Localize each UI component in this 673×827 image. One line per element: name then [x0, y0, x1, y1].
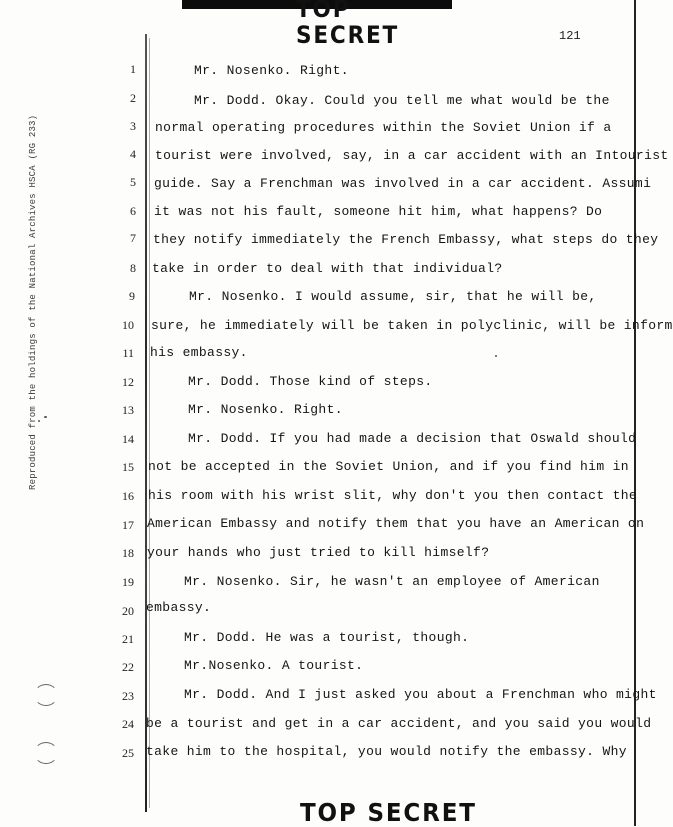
punch-hole-mark [34, 742, 58, 764]
scan-speck [44, 416, 47, 418]
line-number: 6 [130, 204, 136, 218]
transcript-line: it was not his fault, someone hit him, what happens? Do [154, 204, 603, 219]
line-number: 25 [122, 746, 134, 760]
line-number: 1 [130, 62, 136, 76]
line-number: 21 [122, 632, 134, 646]
line-number: 8 [130, 261, 136, 275]
line-number: 20 [122, 604, 134, 618]
line-number: 17 [122, 518, 134, 532]
line-number: 22 [122, 660, 134, 674]
transcript-line: Mr. Dodd. Those kind of steps. [188, 374, 433, 389]
line-number: 5 [130, 175, 136, 189]
transcript-line: not be accepted in the Soviet Union, and if you find him in [148, 459, 629, 474]
scan-speck [495, 355, 497, 357]
transcript-line: Mr. Nosenko. Right. [194, 63, 349, 78]
transcript-line: they notify immediately the French Embassy, what steps do they [153, 232, 659, 247]
page-number: 121 [559, 29, 581, 43]
transcript-line: normal operating procedures within the Soviet Union if a [155, 120, 612, 135]
transcript-line: Mr. Dodd. Okay. Could you tell me what would be the [194, 93, 610, 108]
transcript-line: take in order to deal with that individual? [152, 261, 503, 276]
line-number: 14 [122, 432, 134, 446]
line-number: 11 [122, 346, 134, 360]
margin-rule-inner [149, 38, 150, 808]
line-number: 4 [130, 147, 136, 161]
footer-classification: TOP SECRET [300, 798, 477, 827]
transcript-line: Mr. Nosenko. Right. [188, 402, 343, 417]
line-number: 15 [122, 460, 134, 474]
transcript-line: be a tourist and get in a car accident, and you said you would [146, 716, 652, 731]
transcript-line: Mr. Nosenko. Sir, he wasn't an employee of American [184, 574, 600, 589]
line-number: 23 [122, 689, 134, 703]
transcript-line: Mr.Nosenko. A tourist. [184, 658, 364, 673]
transcript-line: Mr. Dodd. And I just asked you about a Frenchman who might [184, 687, 657, 702]
transcript-line: his room with his wrist slit, why don't you then contact the [148, 488, 638, 503]
line-number: 10 [122, 318, 134, 332]
punch-hole-mark [34, 684, 58, 706]
transcript-line: guide. Say a Frenchman was involved in a car accident. Assumi [154, 176, 652, 191]
transcript-line: Mr. Dodd. He was a tourist, though. [184, 630, 470, 645]
margin-rule [145, 34, 147, 812]
line-number: 3 [130, 119, 136, 133]
line-number: 2 [130, 91, 136, 105]
transcript-line: your hands who just tried to kill himself? [147, 545, 490, 560]
transcript-line: American Embassy and notify them that you have an American on [147, 516, 645, 531]
transcript-line: Mr. Nosenko. I would assume, sir, that he will be, [189, 289, 597, 304]
header-classification: TOP SECRET [296, 0, 400, 49]
line-number: 13 [122, 403, 134, 417]
line-number: 24 [122, 717, 134, 731]
line-number: 19 [122, 575, 134, 589]
line-number: 7 [130, 231, 136, 245]
archive-margin-note: Reproduced from the holdings of the National Archives HSCA (RG 233) [28, 114, 38, 490]
line-number: 12 [122, 375, 134, 389]
transcript-line: embassy. [146, 600, 212, 615]
transcript-line: his embassy. [150, 345, 248, 360]
page-edge [634, 0, 636, 826]
scan-speck [38, 420, 40, 422]
line-number: 18 [122, 546, 134, 560]
transcript-line: take him to the hospital, you would notify the embassy. Why [146, 744, 627, 759]
transcript-line: tourist were involved, say, in a car accident with an Intourist [155, 148, 669, 163]
transcript-line: Mr. Dodd. If you had made a decision that Oswald should [188, 431, 637, 446]
line-number: 16 [122, 489, 134, 503]
transcript-line: sure, he immediately will be taken in polyclinic, will be inform [151, 318, 673, 333]
line-number: 9 [129, 289, 135, 303]
